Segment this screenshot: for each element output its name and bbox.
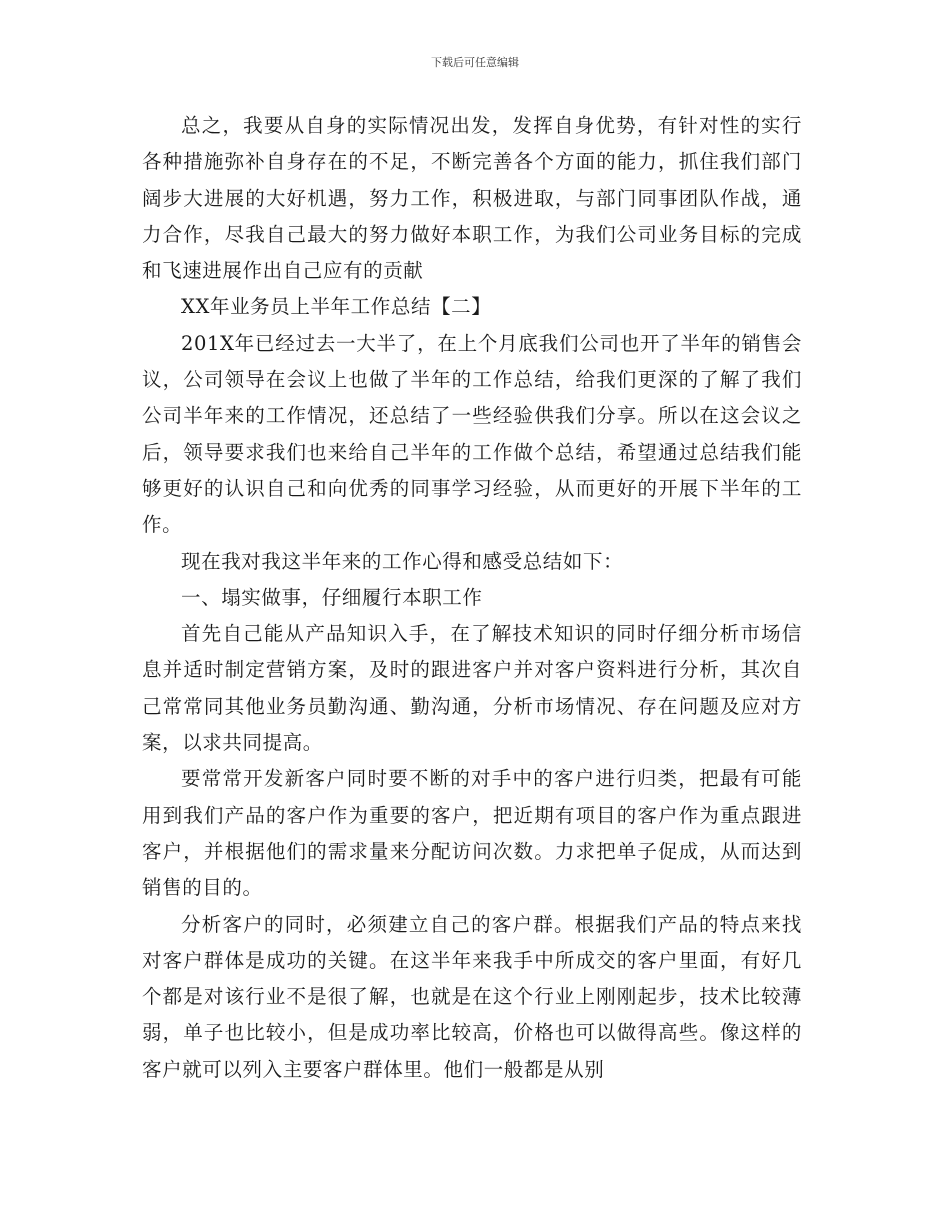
page-header: 下载后可任意编辑 <box>431 56 519 69</box>
paragraph-summary-lead: 现在我对我这半年来的工作心得和感受总结如下： <box>181 549 624 573</box>
document-body <box>142 108 802 1088</box>
paragraph-conclusion: 总之，我要从自身的实际情况出发，发挥自身优势，有针对性的实行各种措施弥补自身存在的不足，不断完善各个方面的能力，抓住我们部门阔步大进展的大好机遇，努力工作，积极进取，与部门同事团队作战，通力合作，尽我自己最大的努力做好本职工作，为我们公司业务目标的完成和飞速进展作出自己应有的贡献 <box>142 114 802 283</box>
subheading-one: 一、塌实做事，仔细履行本职工作 <box>181 585 483 609</box>
section-title: XX年业务员上半年工作总结【二】 <box>181 295 492 319</box>
paragraph-product-knowledge: 首先自己能从产品知识入手，在了解技术知识的同时仔细分析市场信息并适时制定营销方案，及时的跟进客户并对客户资料进行分析，其次自己常常同其他业务员勤沟通、勤沟通，分析市场情况、存在问题及应对方案，以求共同提高。 <box>142 622 802 755</box>
paragraph-client-group: 分析客户的同时，必须建立自己的客户群。根据我们产品的特点来找对客户群体是成功的关键。在这半年来我手中所成交的客户里面，有好几个都是对该行业不是很了解，也就是在这个行业上刚刚起步，技术比较薄弱，单子也比较小，但是成功率比较高，价格也可以做得高些。像这样的客户就可以列入主要客户群体里。他们一般都是从别 <box>142 912 802 1081</box>
paragraph-new-clients: 要常常开发新客户同时要不断的对手中的客户进行归类，把最有可能用到我们产品的客户作为重要的客户，把近期有项目的客户作为重点跟进客户，并根据他们的需求量来分配访问次数。力求把单子促成，从而达到销售的目的。 <box>142 767 802 900</box>
paragraph-intro: 201X年已经过去一大半了，在上个月底我们公司也开了半年的销售会议，公司领导在会议上也做了半年的工作总结，给我们更深的了解了我们公司半年来的工作情况，还总结了一些经验供我们分享。所以在这会议之后，领导要求我们也来给自己半年的工作做个总结，希望通过总结我们能够更好的认识自己和向优秀的同事学习经验，从而更好的开展下半年的工作。 <box>142 331 802 537</box>
